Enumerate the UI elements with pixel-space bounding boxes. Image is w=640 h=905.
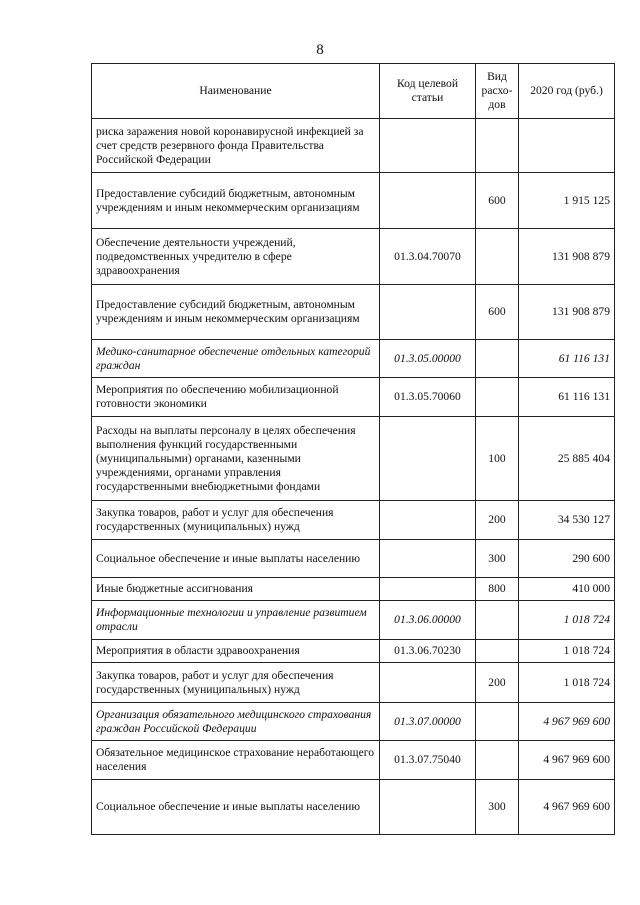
table-row [92,780,615,835]
row-code-cell [380,663,476,703]
row-type-cell: 100 [476,417,519,501]
table-row [92,340,615,378]
row-name-cell: Предоставление субсидий бюджетным, автономным учреждениям и иным некоммерческим организациям [92,173,380,229]
table-row [92,378,615,417]
row-code-cell [380,417,476,501]
row-type-cell: 300 [476,780,519,835]
row-code-cell: 01.3.06.00000 [380,601,476,640]
row-name-cell: Информационные технологии и управление развитием отрасли [92,601,380,640]
row-type-cell: 200 [476,501,519,540]
row-amount-cell: 4 967 969 600 [519,703,615,741]
table-row [92,229,615,285]
table-body [92,119,615,835]
table-row [92,741,615,780]
row-amount-cell: 1 018 724 [519,640,615,663]
row-type-cell [476,640,519,663]
row-amount-cell: 61 116 131 [519,340,615,378]
row-code-cell: 01.3.05.70060 [380,378,476,417]
row-name-cell: Обеспечение деятельности учреждений, подведомственных учредителю в сфере здравоохранения [92,229,380,285]
row-name-cell: Обязательное медицинское страхование неработающего населения [92,741,380,780]
row-amount-cell: 1 018 724 [519,663,615,703]
row-amount-cell: 1 915 125 [519,173,615,229]
row-code-cell: 01.3.06.70230 [380,640,476,663]
table-row [92,540,615,578]
row-type-cell [476,703,519,741]
row-code-cell [380,501,476,540]
row-amount-cell: 4 967 969 600 [519,780,615,835]
row-amount-cell: 4 967 969 600 [519,741,615,780]
row-code-cell: 01.3.07.75040 [380,741,476,780]
header-type: Вид расхо-дов [476,64,519,119]
row-amount-cell: 1 018 724 [519,601,615,640]
budget-table [91,63,615,835]
table-row [92,119,615,173]
row-code-cell [380,119,476,173]
row-code-cell: 01.3.04.70070 [380,229,476,285]
row-name-cell: Социальное обеспечение и иные выплаты населению [92,540,380,578]
table-row [92,173,615,229]
row-code-cell [380,578,476,601]
table-row [92,663,615,703]
header-amount: 2020 год (руб.) [519,64,615,119]
row-type-cell: 800 [476,578,519,601]
row-type-cell [476,601,519,640]
row-name-cell: Закупка товаров, работ и услуг для обеспечения государственных (муниципальных) нужд [92,501,380,540]
row-amount-cell: 61 116 131 [519,378,615,417]
table-row [92,417,615,501]
row-code-cell: 01.3.05.00000 [380,340,476,378]
table-row [92,501,615,540]
row-name-cell: риска заражения новой коронавирусной инфекцией за счет средств резервного фонда Правительства Российской Федерации [92,119,380,173]
row-type-cell [476,229,519,285]
row-amount-cell: 34 530 127 [519,501,615,540]
row-code-cell [380,540,476,578]
table-header-row [92,64,615,119]
table-row [92,601,615,640]
row-amount-cell [519,119,615,173]
row-name-cell: Мероприятия в области здравоохранения [92,640,380,663]
row-code-cell [380,173,476,229]
row-name-cell: Медико-санитарное обеспечение отдельных категорий граждан [92,340,380,378]
row-name-cell: Организация обязательного медицинского страхования граждан Российской Федерации [92,703,380,741]
row-amount-cell: 25 885 404 [519,417,615,501]
row-type-cell [476,340,519,378]
row-amount-cell: 131 908 879 [519,229,615,285]
row-name-cell: Иные бюджетные ассигнования [92,578,380,601]
row-code-cell [380,780,476,835]
table-row [92,703,615,741]
row-type-cell: 600 [476,285,519,340]
row-name-cell: Мероприятия по обеспечению мобилизационной готовности экономики [92,378,380,417]
row-type-cell: 200 [476,663,519,703]
row-type-cell [476,119,519,173]
table-row [92,578,615,601]
header-name: Наименование [92,64,380,119]
header-code: Код целевой статьи [380,64,476,119]
row-type-cell [476,741,519,780]
row-name-cell: Предоставление субсидий бюджетным, автономным учреждениям и иным некоммерческим организациям [92,285,380,340]
row-amount-cell: 131 908 879 [519,285,615,340]
row-code-cell [380,285,476,340]
row-type-cell [476,378,519,417]
row-name-cell: Расходы на выплаты персоналу в целях обеспечения выполнения функций государственными (муниципальными) органами, казенными учреждениями, органами управления государственными внебюджетными фондами [92,417,380,501]
row-type-cell: 600 [476,173,519,229]
row-amount-cell: 290 600 [519,540,615,578]
table-row [92,285,615,340]
row-name-cell: Социальное обеспечение и иные выплаты населению [92,780,380,835]
row-code-cell: 01.3.07.00000 [380,703,476,741]
row-type-cell: 300 [476,540,519,578]
row-name-cell: Закупка товаров, работ и услуг для обеспечения государственных (муниципальных) нужд [92,663,380,703]
table-row [92,640,615,663]
page-number: 8 [316,42,324,58]
row-amount-cell: 410 000 [519,578,615,601]
